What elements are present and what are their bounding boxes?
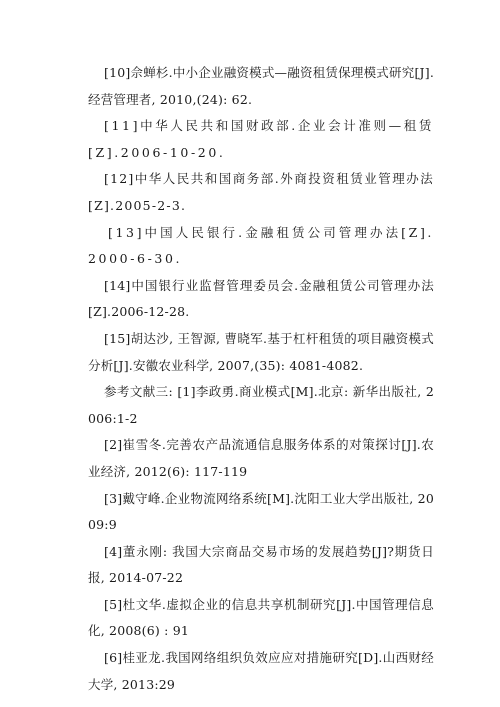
reference-list [88,60,434,698]
reference-item: [12]中华人民共和国商务部.外商投资租赁业管理办法[Z].2005-2-3. [88,171,434,213]
reference-item: [14]中国银行业监督管理委员会.金融租赁公司管理办法[Z].2006-12-28. [88,277,434,320]
reference-item: [13]中国人民银行.金融租赁公司管理办法[Z].2000-6-30. [88,224,434,267]
reference-item: [15]胡达沙, 王智源, 曹晓军.基于杠杆租赁的项目融资模式分析[J].安徽农业科学, 2007,(35): 4081-4082. [88,330,434,373]
reference-item: [5]杜文华.虚拟企业的信息共享机制研究[J].中国管理信息化, 2008(6) : 91 [88,596,434,639]
reference-item: [11]中华人民共和国财政部.企业会计准则—租赁[Z].2006-10-20. [88,118,434,160]
reference-item: [3]戴守峰.企业物流网络系统[M].沈阳工业大学出版社, 2009:9 [88,490,434,533]
reference-item: 参考文献三: [1]李政勇.商业模式[M].北京: 新华出版社, 2006:1-2 [88,384,434,426]
reference-item: [10]佘蝉杉.中小企业融资模式—融资租赁保理模式研究[J].经营管理者, 2010,(24): 62. [88,65,434,107]
reference-item: [4]董永刚: 我国大宗商品交易市场的发展趋势[J]?期货日报, 2014-07-22 [88,543,434,586]
reference-item: [6]桂亚龙.我国网络组织负效应应对措施研究[D].山西财经大学, 2013:29 [88,650,434,692]
reference-item: [2]崔雪冬.完善农产品流通信息服务体系的对策探讨[J].农业经济, 2012(6): 117-119 [88,437,434,479]
